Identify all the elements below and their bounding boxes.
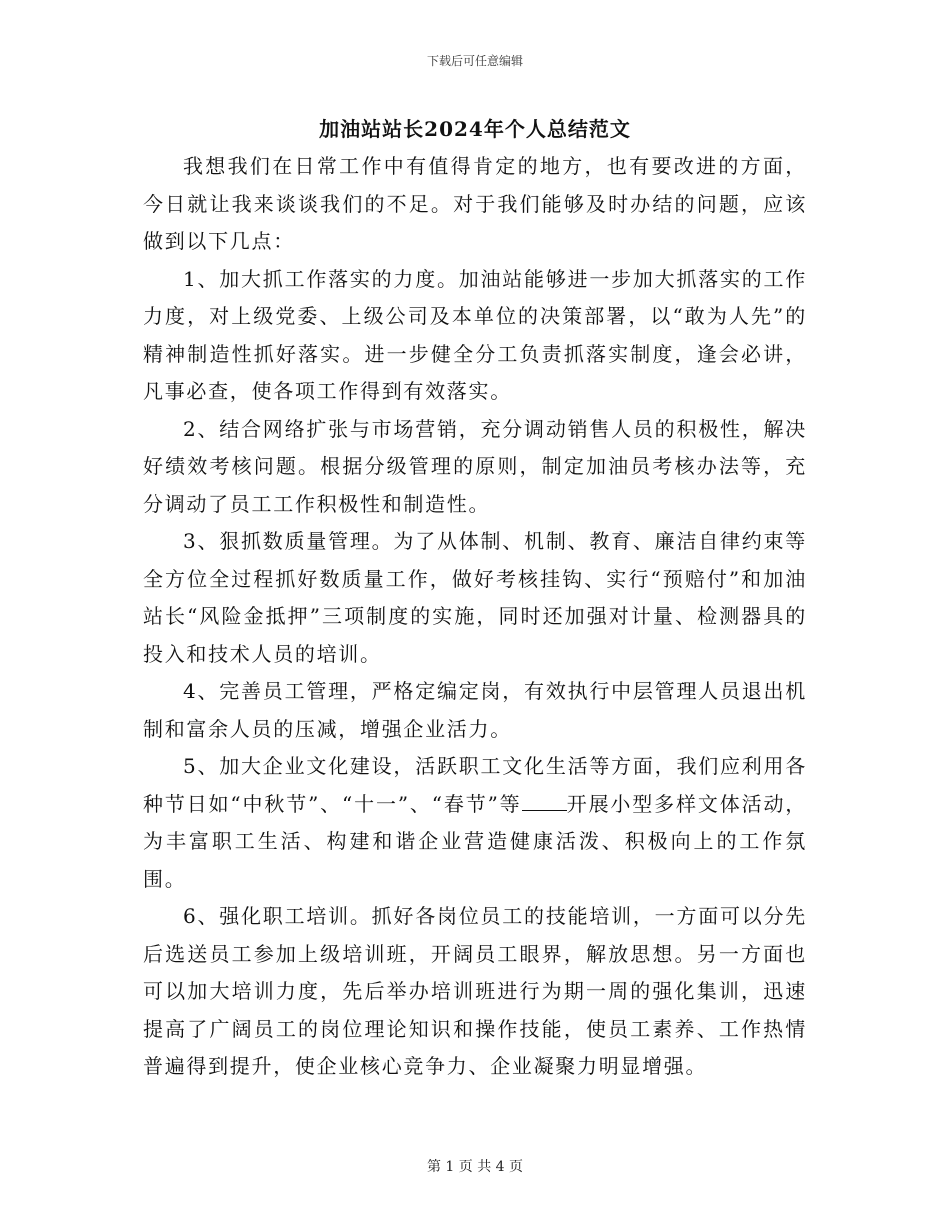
document-body	[143, 148, 807, 1086]
page-number-indicator: 第 1 页 共 4 页	[426, 1159, 524, 1175]
page-header-note: 下载后可任意编辑	[426, 54, 523, 68]
paragraph-item-5	[143, 748, 807, 898]
paragraph-item-1: 1、加大抓工作落实的力度。加油站能够进一步加大抓落实的工作力度，对上级党委、上级公司及本单位的决策部署，以“敢为人先”的精神制造性抓好落实。进一步健全分工负责抓落实制度，逢会必讲，凡事必查，使各项工作得到有效落实。	[143, 266, 807, 403]
paragraph-item-4: 4、完善员工管理，严格定编定岗，有效执行中层管理人员退出机制和富余人员的压减，增强企业活力。	[143, 679, 807, 741]
paragraph-item-5-part-1: 5、加大企业文化建设，活跃职工文化生活等方面，我们应利用各种节日如“中秋节”、“十一”、“春节”等	[143, 754, 807, 816]
paragraph-item-5-part-2: 开展小型多样文体活动，为丰富职工生活、构建和谐企业营造健康活泼、积极向上的工作氛围。	[143, 791, 807, 891]
paragraph-item-6: 6、强化职工培训。抓好各岗位员工的技能培训，一方面可以分先后选送员工参加上级培训班，开阔员工眼界，解放思想。另一方面也可以加大培训力度，先后举办培训班进行为期一周的强化集训，迅速提高了广阔员工的岗位理论知识和操作技能，使员工素养、工作热情普遍得到提升，使企业核心竞争力、企业凝聚力明显增强。	[143, 904, 807, 1078]
paragraph-intro: 我想我们在日常工作中有值得肯定的地方，也有要改进的方面，今日就让我来谈谈我们的不足。对于我们能够及时办结的问题，应该做到以下几点：	[143, 154, 807, 253]
fill-in-blank	[522, 792, 567, 811]
paragraph-item-2: 2、结合网络扩张与市场营销，充分调动销售人员的积极性，解决好绩效考核问题。根据分级管理的原则，制定加油员考核办法等，充分调动了员工工作积极性和制造性。	[143, 416, 807, 516]
document-title: 加油站站长2024年个人总结范文	[319, 117, 631, 141]
paragraph-item-3: 3、狠抓数质量管理。为了从体制、机制、教育、廉洁自律约束等全方位全过程抓好数质量工作，做好考核挂钩、实行“预赔付”和加油站长“风险金抵押”三项制度的实施，同时还加强对计量、检测器具的投入和技术人员的培训。	[143, 529, 807, 666]
